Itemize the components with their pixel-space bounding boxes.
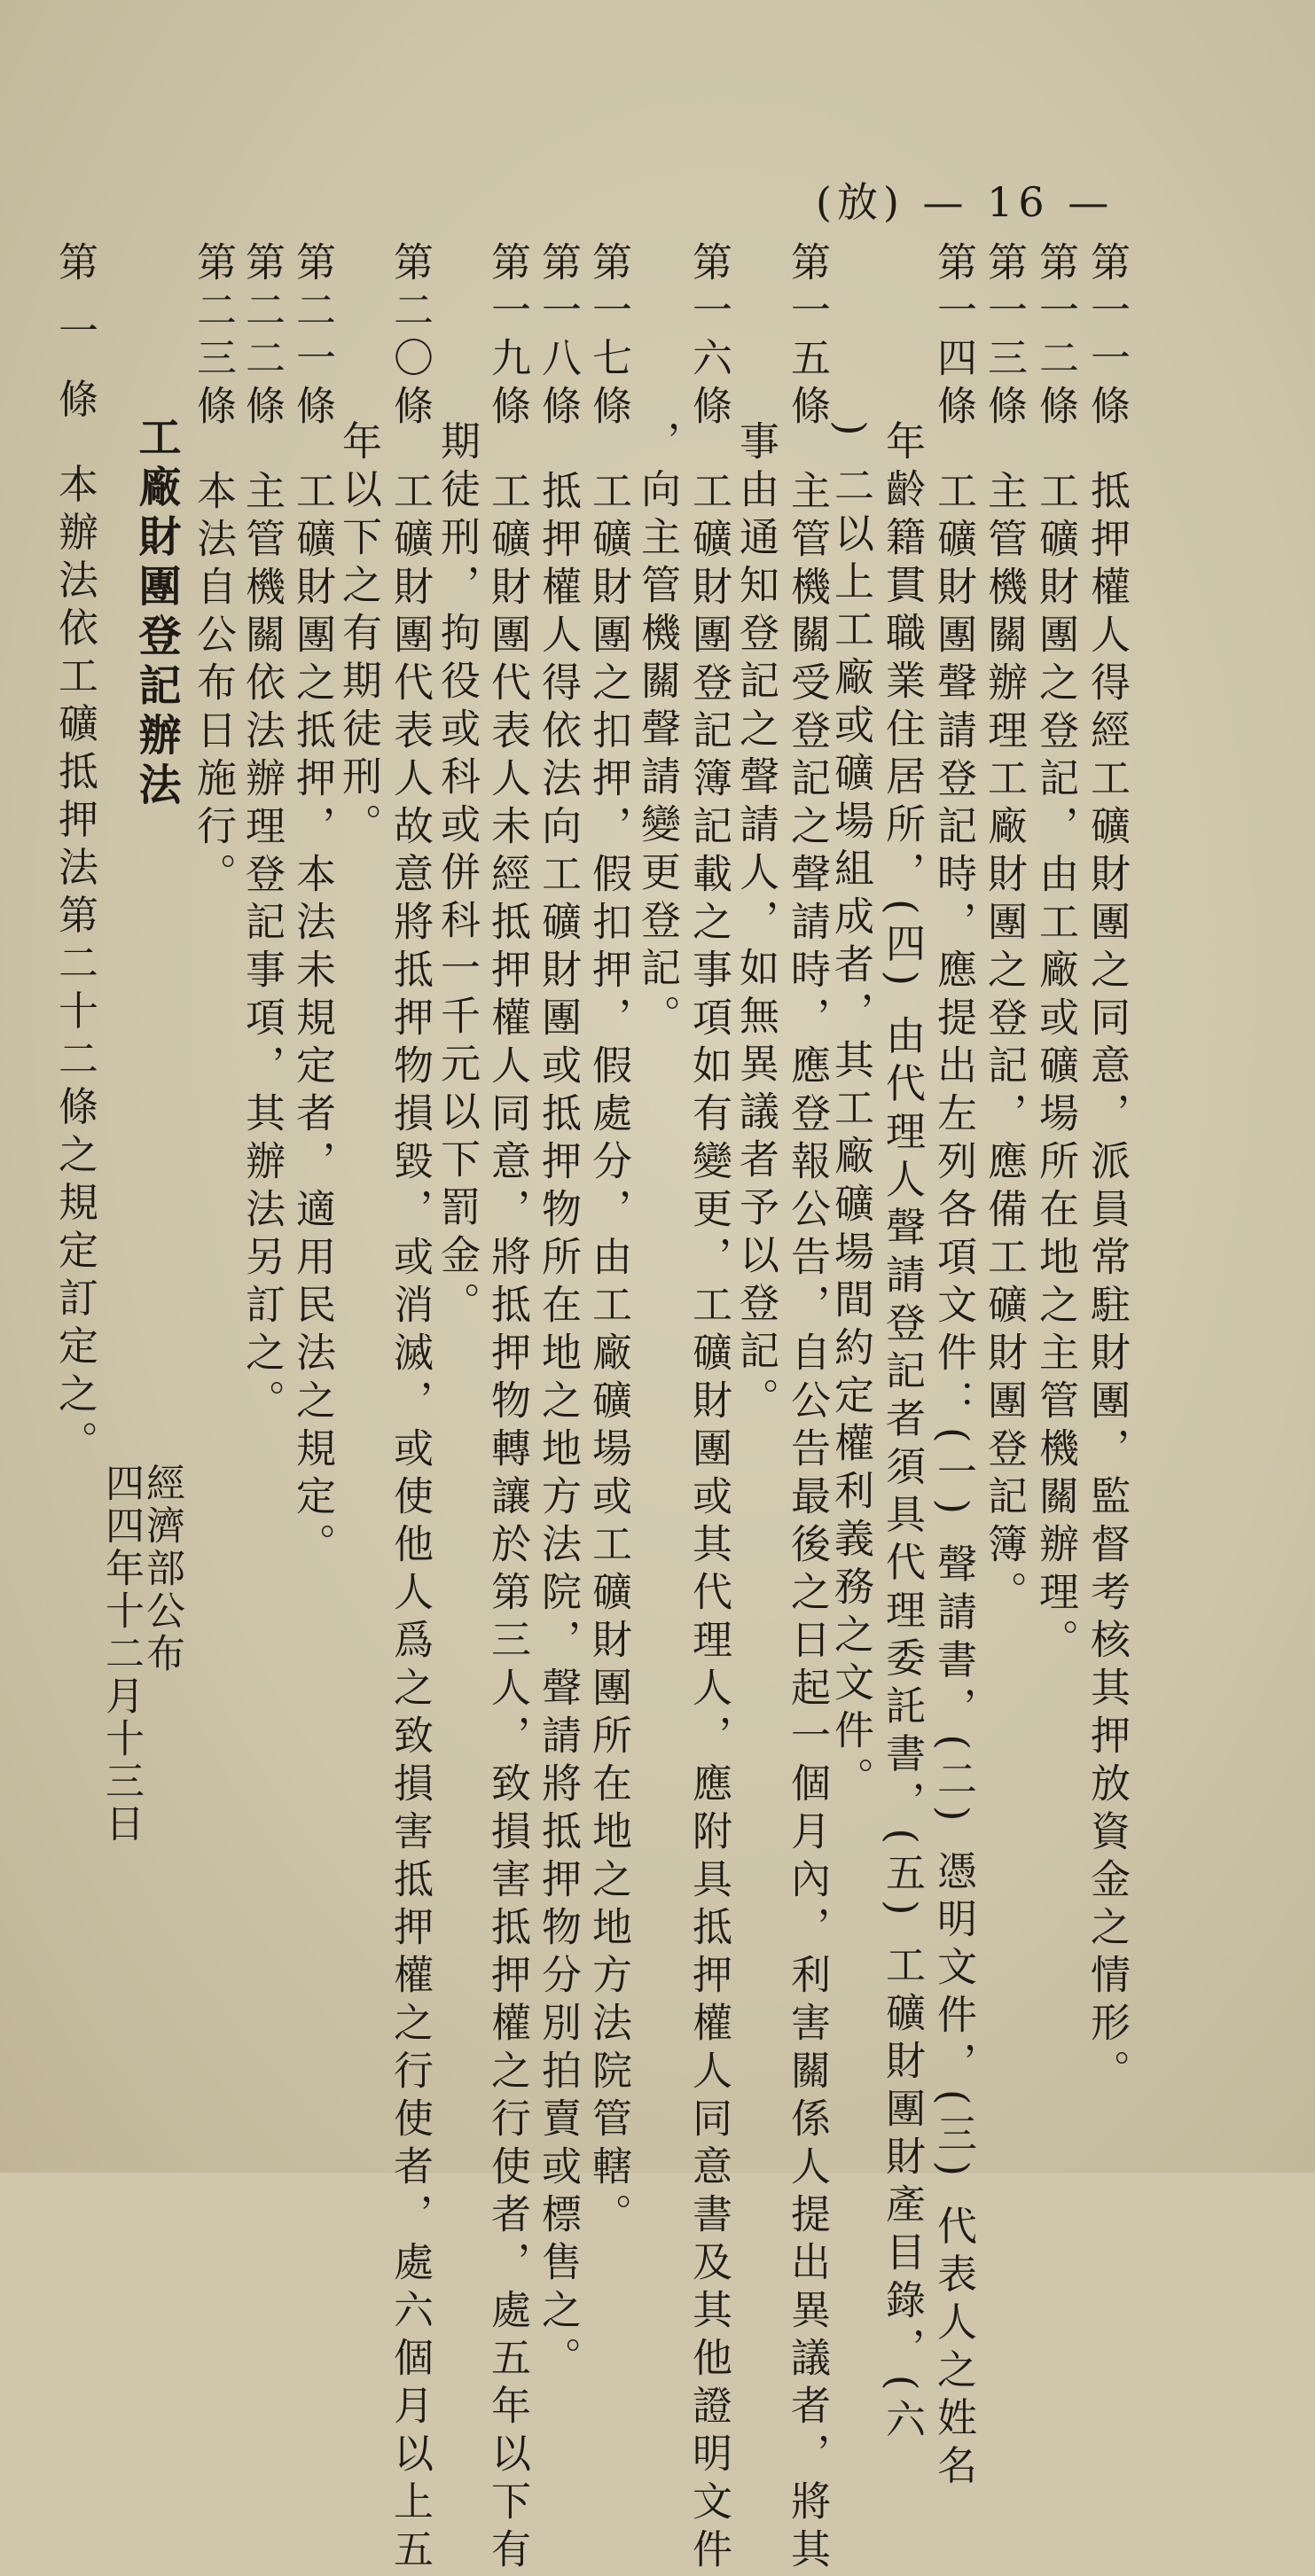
article-number: 第一八條	[535, 241, 582, 433]
article-19	[484, 241, 530, 2576]
article-text: 主管機關辦理工廠財團之登記，應備工礦財團登記簿。	[981, 470, 1028, 1619]
article-16-cont: ，向主管機關聲請變更登記。	[634, 420, 681, 1042]
article-number: 第二二條	[239, 241, 286, 433]
article-text: 工礦財團代表人故意將抵押物損毀，或消滅，或使他人爲之致損害抵押權之行使者，處六個月以上五	[387, 470, 434, 2576]
page-number: (放) — 16 —	[816, 178, 1115, 226]
article-number: 第一五條	[784, 241, 831, 433]
article-text: 主管機關依法辦理登記事項，其辦法另訂之。	[239, 470, 286, 1427]
article-text: 工礦財團登記簿記載之事項如有變更，工礦財團或其代理人，應附具抵押權人同意書及其他證明文件	[685, 470, 732, 2576]
article-23	[190, 241, 236, 901]
article-number: 第 一 條	[51, 241, 98, 426]
article-number: 第二〇條	[387, 241, 434, 433]
article-20-cont: 年以下之有期徒刑。	[335, 420, 382, 851]
publication-authority: 經濟部公布	[139, 1463, 184, 1675]
final-article	[51, 241, 98, 1469]
article-16	[685, 241, 732, 2576]
article-19-cont: 期徒刑，拘役或科或併科一千元以下罰金。	[434, 420, 481, 1330]
article-number: 第一四條	[930, 241, 977, 433]
article-text: 工礦財團之登記，由工廠或礦場所在地之主管機關辦理。	[1032, 470, 1079, 1667]
article-14	[930, 241, 976, 2492]
article-number: 第一九條	[484, 241, 531, 433]
article-11	[1084, 241, 1130, 2097]
article-text: 工礦財團之扣押，假扣押，假處分，由工廠礦場或工礦財團所在地之地方法院管轄。	[585, 470, 632, 2241]
article-number: 第一一條	[1084, 241, 1131, 433]
article-14-cont: 年齡籍貫職業住居所，(四) 由代理人聲請登記者須具代理委託書，(五) 工礦財團財產目錄，(六	[879, 420, 926, 2447]
article-20	[387, 241, 433, 2576]
article-text: 工礦財團聲請登記時，應提出左列各項文件：(一) 聲請書，(二) 憑明文件，(三) 代表人之姓名	[930, 470, 977, 2493]
section-title: 工廠財團登記辦法	[131, 415, 181, 812]
article-15	[784, 241, 830, 2576]
article-text: 主管機關受登記之聲請時，應登報公告，自公告最後之日起一個月內，利害關係人提出異議者，將其	[784, 470, 831, 2576]
article-text: 本法自公布日施行。	[190, 470, 237, 901]
article-number: 第一六條	[685, 241, 732, 433]
article-13	[981, 241, 1027, 1619]
article-text: 本辦法依工礦抵押法第二十二條之規定訂定之。	[51, 463, 98, 1469]
article-17	[585, 241, 631, 2241]
article-18	[535, 241, 581, 2385]
article-number: 第一七條	[585, 241, 632, 433]
article-15-cont: 事由通知登記之聲請人，如無異議者予以登記。	[732, 420, 779, 1425]
article-22	[239, 241, 285, 1427]
article-14-cont: ) 二以上工廠或礦場組成者，其工廠礦場間約定權利義務之文件。	[827, 420, 874, 1805]
article-number: 第一三條	[981, 241, 1028, 433]
publication-date: 四四年十二月十三日	[98, 1463, 144, 1846]
article-number: 第二一條	[289, 241, 336, 433]
article-text: 工礦財團代表人未經抵押權人同意，將抵押物轉讓於第三人，致損害抵押權之行使者，處五年以下有	[484, 470, 531, 2576]
article-21	[289, 241, 335, 1571]
article-text: 工礦財團之抵押，本法未規定者，適用民法之規定。	[289, 470, 336, 1571]
article-text: 抵押權人得依法向工礦財團或抵押物所在地之地方法院，聲請將抵押物分別拍賣或標售之。	[535, 470, 582, 2385]
article-number: 第二三條	[190, 241, 237, 433]
article-12	[1032, 241, 1078, 1667]
article-text: 抵押權人得經工礦財團之同意，派員常駐財團，監督考核其押放資金之情形。	[1084, 470, 1131, 2097]
article-number: 第一二條	[1032, 241, 1079, 433]
